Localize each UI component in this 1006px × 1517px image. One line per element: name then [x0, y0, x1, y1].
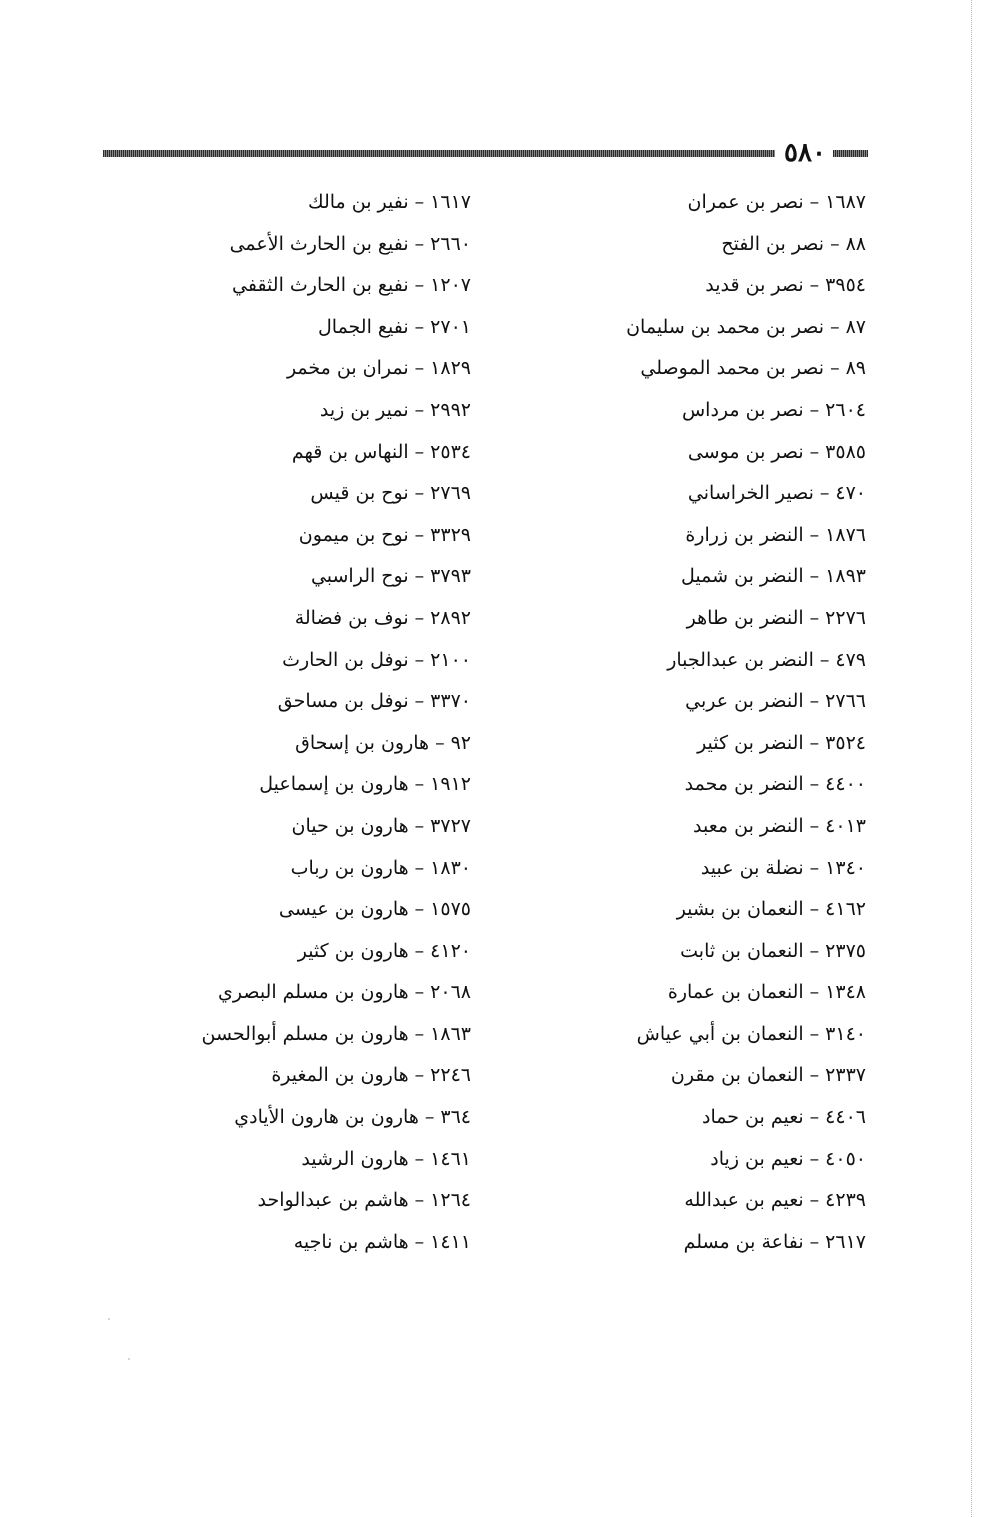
entry-separator: –	[809, 690, 820, 713]
index-entry	[141, 723, 471, 765]
entry-separator: –	[809, 1147, 820, 1170]
entry-separator: –	[414, 523, 425, 546]
entry-number: ١٢٦٤	[430, 1189, 471, 1212]
index-entry	[141, 348, 471, 390]
entry-number: ٢٥٣٤	[430, 440, 471, 463]
entry-separator: –	[435, 731, 445, 754]
index-entry	[536, 348, 866, 390]
entry-name: النضر بن عربي	[685, 690, 804, 713]
entry-separator: –	[414, 1022, 425, 1045]
entry-separator: –	[414, 898, 425, 921]
entry-number: ٣٧٢٧	[430, 814, 471, 837]
entry-name: النضر بن طاهر	[686, 606, 804, 629]
index-entry	[536, 889, 866, 931]
index-entry	[536, 1014, 866, 1056]
entry-name: نفاعة بن مسلم	[683, 1230, 804, 1253]
entry-number: ٣٥٨٥	[825, 440, 866, 463]
entry-name: النضر بن محمد	[684, 773, 804, 796]
index-entry	[141, 1139, 471, 1181]
index-entry	[536, 473, 866, 515]
entry-name: نوح بن ميمون	[298, 523, 409, 546]
entry-separator: –	[414, 981, 425, 1004]
index-entry	[141, 473, 471, 515]
index-entry	[536, 515, 866, 557]
entry-separator: –	[809, 440, 820, 463]
entry-name: النعمان بن مقرن	[670, 1064, 804, 1087]
index-entry	[141, 182, 471, 224]
entry-separator: –	[414, 565, 425, 588]
entry-number: ١٩١٢	[430, 773, 471, 796]
index-entry	[141, 1180, 471, 1222]
entry-separator: –	[414, 482, 425, 505]
index-column-right	[536, 182, 866, 1263]
entry-number: ٩٢	[450, 731, 471, 754]
index-entry	[141, 432, 471, 474]
entry-separator: –	[414, 648, 425, 671]
entry-name: النضر بن معبد	[693, 814, 804, 837]
entry-separator: –	[414, 1230, 425, 1253]
index-entry	[141, 1055, 471, 1097]
entry-separator: –	[809, 565, 820, 588]
entry-number: ٢٣٣٧	[825, 1064, 866, 1087]
entry-name: نضلة بن عبيد	[700, 856, 804, 879]
entry-number: ٤٧٠	[835, 482, 866, 505]
page-number: ٥٨٠	[784, 138, 826, 168]
entry-name: نمير بن زيد	[319, 398, 409, 421]
entry-separator: –	[809, 191, 820, 213]
index-entry	[141, 848, 471, 890]
index-entry	[536, 848, 866, 890]
entry-name: النعمان بن عمارة	[667, 981, 804, 1004]
entry-separator: –	[809, 523, 820, 546]
entry-name: النعمان بن ثابت	[680, 939, 804, 962]
entry-number: ١٦١٧	[430, 191, 471, 213]
entry-name: هارون الرشيد	[301, 1147, 409, 1170]
entry-number: ٤٢٣٩	[825, 1189, 866, 1212]
entry-separator: –	[809, 856, 820, 879]
entry-number: ٤١٦٢	[825, 898, 866, 921]
index-entry	[536, 681, 866, 723]
index-entry	[141, 598, 471, 640]
index-entry	[141, 1222, 471, 1264]
index-entry	[536, 972, 866, 1014]
page-edge-dotted-line	[971, 0, 972, 1517]
entry-separator: –	[414, 814, 425, 837]
entry-number: ١٨٢٩	[430, 357, 471, 380]
entry-name: نفيع الجمال	[317, 315, 409, 338]
index-entry	[141, 681, 471, 723]
entry-number: ٨٩	[845, 357, 866, 380]
entry-number: ٨٧	[845, 315, 866, 338]
entry-name: هارون بن حيان	[291, 814, 409, 837]
index-entry	[141, 931, 471, 973]
index-entry	[536, 182, 866, 224]
entry-separator: –	[414, 1064, 425, 1087]
entry-name: نوفل بن مساحق	[277, 690, 409, 713]
index-entry	[141, 764, 471, 806]
entry-name: هاشم بن ناجيه	[293, 1230, 409, 1253]
entry-name: نصر بن موسى	[687, 440, 804, 463]
index-entry	[141, 1014, 471, 1056]
index-entry	[536, 806, 866, 848]
entry-name: نوفل بن الحارث	[282, 648, 409, 671]
index-entry	[536, 1180, 866, 1222]
entry-name: نفيع بن الحارث الثقفي	[232, 274, 409, 297]
entry-name: نوح بن قيس	[310, 482, 409, 505]
entry-separator: –	[809, 898, 820, 921]
index-entry	[141, 265, 471, 307]
entry-separator: –	[809, 1106, 820, 1129]
entry-name: هاشم بن عبدالواحد	[257, 1189, 409, 1212]
entry-name: هارون بن رباب	[290, 856, 409, 879]
index-entry	[536, 1222, 866, 1264]
entry-separator: –	[809, 1064, 820, 1087]
entry-number: ٢٨٩٢	[430, 606, 471, 629]
entry-number: ٢٢٧٦	[825, 606, 866, 629]
entry-separator: –	[414, 357, 425, 380]
entry-number: ٢٦٦٠	[430, 232, 471, 255]
entry-name: نعيم بن حماد	[702, 1106, 804, 1129]
index-entry	[141, 224, 471, 266]
entry-name: نوف بن فضالة	[294, 606, 409, 629]
entry-number: ٢٧٠١	[430, 315, 471, 338]
entry-separator: –	[414, 274, 425, 297]
index-column-left	[141, 182, 471, 1263]
entry-number: ٣١٤٠	[825, 1022, 866, 1045]
entry-separator: –	[414, 191, 425, 213]
entry-separator: –	[830, 232, 840, 255]
index-entry	[536, 1139, 866, 1181]
entry-separator: –	[424, 1106, 435, 1129]
entry-number: ١٥٧٥	[430, 898, 471, 921]
entry-name: نصر بن محمد الموصلي	[640, 357, 825, 380]
entry-number: ٢٦١٧	[825, 1230, 866, 1253]
entry-number: ٤١٢٠	[430, 939, 471, 962]
entry-name: النعمان بن أبي عياش	[636, 1022, 804, 1045]
index-entry	[536, 931, 866, 973]
entry-number: ٢٧٦٩	[430, 482, 471, 505]
index-entry	[141, 972, 471, 1014]
index-entry	[536, 224, 866, 266]
entry-separator: –	[414, 398, 425, 421]
entry-name: النضر بن زرارة	[685, 523, 804, 546]
entry-name: هارون بن المغيرة	[271, 1064, 409, 1087]
entry-number: ٢٣٧٥	[825, 939, 866, 962]
entry-separator: –	[819, 482, 830, 505]
entry-separator: –	[830, 315, 840, 338]
index-entry	[536, 764, 866, 806]
entry-name: نوح الراسبي	[310, 565, 409, 588]
entry-number: ٢٢٤٦	[430, 1064, 471, 1087]
entry-separator: –	[414, 315, 425, 338]
entry-separator: –	[809, 398, 820, 421]
index-entry	[536, 723, 866, 765]
entry-name: هارون بن إسماعيل	[259, 773, 409, 796]
entry-number: ٤٠١٣	[825, 814, 866, 837]
entry-number: ١٨٧٦	[825, 523, 866, 546]
entry-number: ٣٩٥٤	[825, 274, 866, 297]
entry-separator: –	[809, 939, 820, 962]
scan-speck	[108, 1318, 110, 1320]
index-entry	[536, 556, 866, 598]
index-entry	[536, 1097, 866, 1139]
index-entry	[536, 598, 866, 640]
entry-number: ١٣٤٠	[825, 856, 866, 879]
entry-separator: –	[809, 981, 820, 1004]
index-entry	[141, 515, 471, 557]
header-rule	[103, 150, 775, 157]
index-entry	[536, 265, 866, 307]
entry-separator: –	[809, 1230, 820, 1253]
entry-number: ٢٩٩٢	[430, 398, 471, 421]
entry-separator: –	[809, 814, 820, 837]
entry-name: هارون بن كثير	[297, 939, 409, 962]
entry-separator: –	[414, 773, 425, 796]
entry-name: نعيم بن عبدالله	[684, 1189, 804, 1212]
entry-number: ٣٦٤	[440, 1106, 471, 1129]
entry-separator: –	[414, 1189, 425, 1212]
entry-name: هارون بن هارون الأيادي	[234, 1106, 419, 1129]
index-entry	[141, 806, 471, 848]
entry-separator: –	[414, 690, 425, 713]
entry-name: نفيع بن الحارث الأعمى	[229, 232, 409, 255]
entry-name: نمران بن مخمر	[286, 357, 409, 380]
entry-separator: –	[809, 1189, 820, 1212]
entry-separator: –	[809, 773, 820, 796]
entry-name: نصر بن محمد بن سليمان	[626, 315, 825, 338]
entry-number: ٣٧٩٣	[430, 565, 471, 588]
entry-separator: –	[830, 357, 840, 380]
entry-name: نصير الخراساني	[687, 482, 814, 505]
entry-name: هارون بن مسلم أبوالحسن	[201, 1022, 409, 1045]
entry-separator: –	[809, 731, 820, 754]
index-entry	[141, 307, 471, 349]
index-entry	[536, 432, 866, 474]
entry-number: ١٨٣٠	[430, 856, 471, 879]
entry-separator: –	[414, 1147, 425, 1170]
index-entry	[536, 640, 866, 682]
entry-name: نفير بن مالك	[307, 191, 409, 213]
index-entry	[536, 1055, 866, 1097]
entry-number: ١٣٤٨	[825, 981, 866, 1004]
entry-separator: –	[414, 440, 425, 463]
entry-number: ٣٣٢٩	[430, 523, 471, 546]
entry-number: ٢٧٦٦	[825, 690, 866, 713]
entry-name: النضر بن عبدالجبار	[667, 648, 814, 671]
index-entry	[141, 1097, 471, 1139]
entry-name: النعمان بن بشير	[676, 898, 804, 921]
entry-number: ٨٨	[845, 232, 866, 255]
entry-separator: –	[809, 274, 820, 297]
entry-name: نصر بن قديد	[705, 274, 804, 297]
index-entry	[141, 390, 471, 432]
entry-name: النهاس بن قهم	[291, 440, 409, 463]
entry-number: ٣٥٢٤	[825, 731, 866, 754]
index-entry	[141, 889, 471, 931]
entry-separator: –	[414, 232, 425, 255]
entry-name: نصر بن الفتح	[721, 232, 825, 255]
entry-number: ٢١٠٠	[430, 648, 471, 671]
entry-separator: –	[809, 606, 820, 629]
entry-number: ١٤٦١	[430, 1147, 471, 1170]
entry-number: ٢٦٠٤	[825, 398, 866, 421]
entry-name: نصر بن مرداس	[681, 398, 804, 421]
entry-name: النضر بن شميل	[681, 565, 804, 588]
entry-separator: –	[414, 939, 425, 962]
entry-separator: –	[819, 648, 830, 671]
page-header	[103, 140, 868, 170]
entry-name: نصر بن عمران	[687, 191, 804, 213]
index-entry	[141, 640, 471, 682]
entry-separator: –	[809, 1022, 820, 1045]
entry-number: ٤٠٥٠	[825, 1147, 866, 1170]
entry-number: ١٨٦٣	[430, 1022, 471, 1045]
entry-number: ٤٤٠٦	[825, 1106, 866, 1129]
entry-number: ١٤١١	[430, 1230, 471, 1253]
entry-name: نعيم بن زياد	[710, 1147, 804, 1170]
entry-number: ١٢٠٧	[430, 274, 471, 297]
index-entry	[536, 390, 866, 432]
entry-name: هارون بن مسلم البصري	[217, 981, 409, 1004]
scan-speck	[128, 1358, 130, 1360]
entry-number: ١٨٩٣	[825, 565, 866, 588]
entry-number: ٢٠٦٨	[430, 981, 471, 1004]
entry-name: هارون بن عيسى	[278, 898, 409, 921]
entry-separator: –	[414, 856, 425, 879]
entry-separator: –	[414, 606, 425, 629]
entry-number: ١٦٨٧	[825, 191, 866, 213]
entry-number: ٤٤٠٠	[825, 773, 866, 796]
entry-number: ٣٣٧٠	[430, 690, 471, 713]
entry-name: هارون بن إسحاق	[295, 731, 430, 754]
index-entry	[536, 307, 866, 349]
index-entry	[141, 556, 471, 598]
entry-name: النضر بن كثير	[697, 731, 804, 754]
header-rule-end	[833, 150, 868, 157]
entry-number: ٤٧٩	[835, 648, 866, 671]
